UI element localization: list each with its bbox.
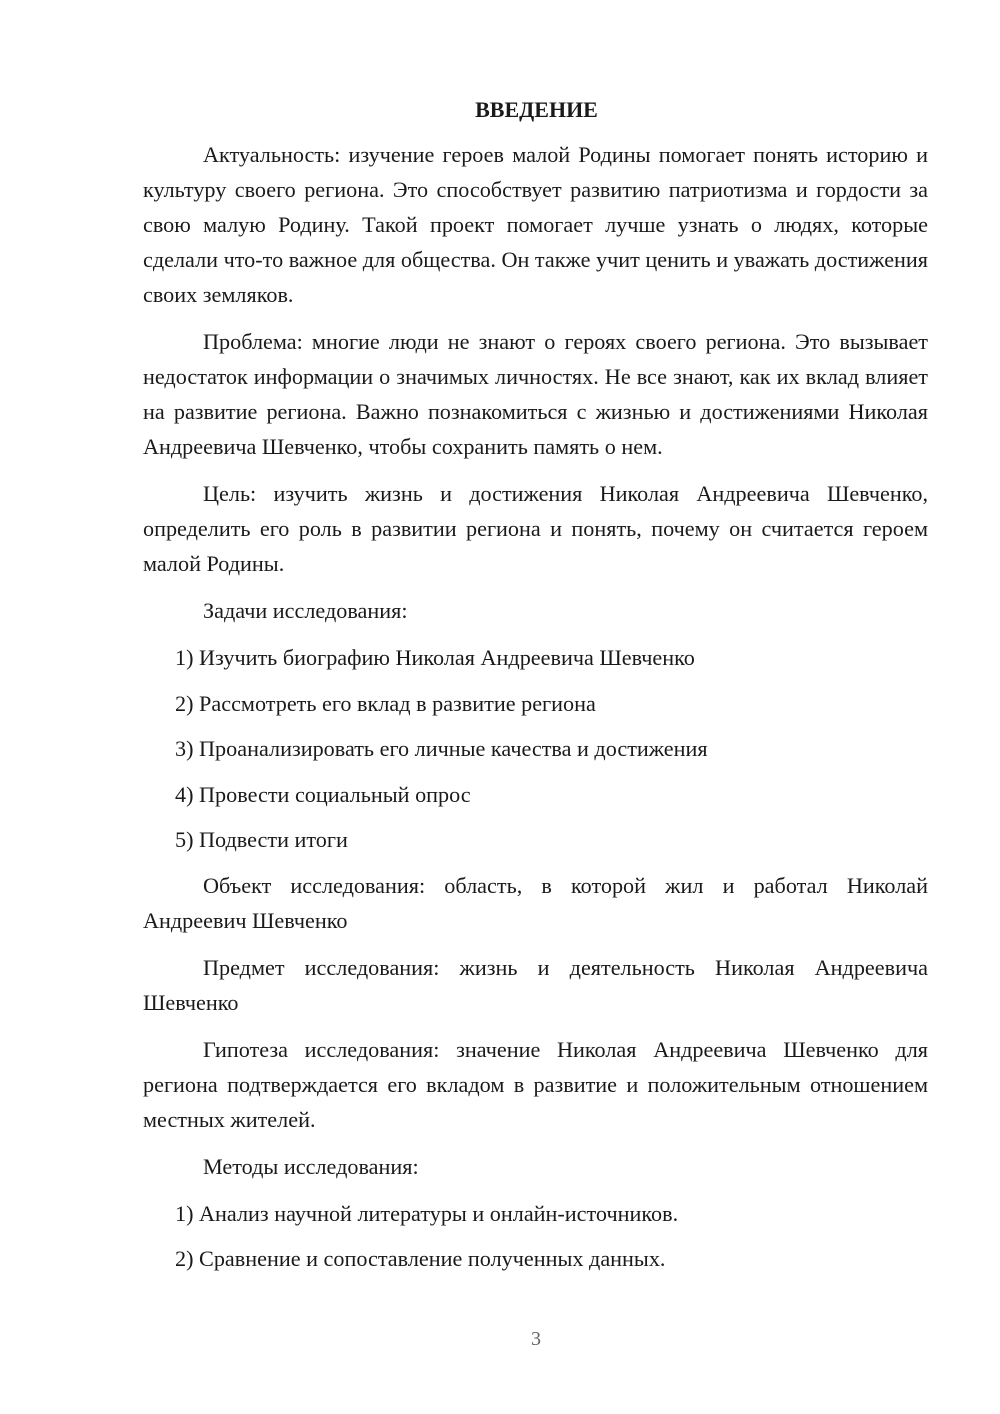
subject-paragraph: Предмет исследования: жизнь и деятельность Николая Андреевича Шевченко (143, 954, 928, 1015)
methods-heading: Методы исследования: (203, 1153, 419, 1179)
object-paragraph: Объект исследования: область, в которой жил и работал Николай Андреевич Шевченко (143, 872, 928, 933)
list-item: 1) Анализ научной литературы и онлайн-источников. (175, 1200, 679, 1226)
section-title: ВВЕДЕНИЕ (475, 97, 598, 122)
list-item: 1) Изучить биографию Николая Андреевича Шевченко (175, 645, 695, 670)
document-page (143, 92, 928, 1287)
tasks-heading: Задачи исследования: (203, 598, 408, 623)
list-item: 2) Сравнение и сопоставление полученных данных. (175, 1246, 666, 1271)
methods-list (143, 1196, 928, 1277)
goal-paragraph: Цель: изучить жизнь и достижения Николая Андреевича Шевченко, определить его роль в развитии региона и понять, почему он считается героем малой Родины. (143, 481, 928, 576)
list-item: 5) Подвести итоги (175, 827, 348, 852)
list-item: 4) Провести социальный опрос (175, 781, 471, 807)
page-number: 3 (531, 1328, 541, 1350)
problem-paragraph: Проблема: многие люди не знают о героях своего региона. Это вызывает недостаток информации о значимых личностях. Не все знают, как их вклад влияет на развитие региона. Важно познакомиться с жизнью и достижениями Николая Андреевича Шевченко, чтобы сохранить память о нем. (143, 329, 928, 459)
hypothesis-paragraph: Гипотеза исследования: значение Николая Андреевича Шевченко для региона подтверждается его вкладом в развитие и положительным отношением местных жителей. (143, 1036, 928, 1132)
list-item: 2) Рассмотреть его вклад в развитие региона (175, 690, 596, 716)
tasks-list (143, 640, 928, 857)
relevance-paragraph: Актуальность: изучение героев малой Родины помогает понять историю и культуру своего региона. Это способствует развитию патриотизма и гордости за свою малую Родину. Такой проект помогает лучше узнать о людях, которые сделали что-то важное для общества. Он также учит ценить и уважать достижения своих земляков. (143, 142, 928, 307)
list-item: 3) Проанализировать его личные качества и достижения (175, 736, 708, 761)
